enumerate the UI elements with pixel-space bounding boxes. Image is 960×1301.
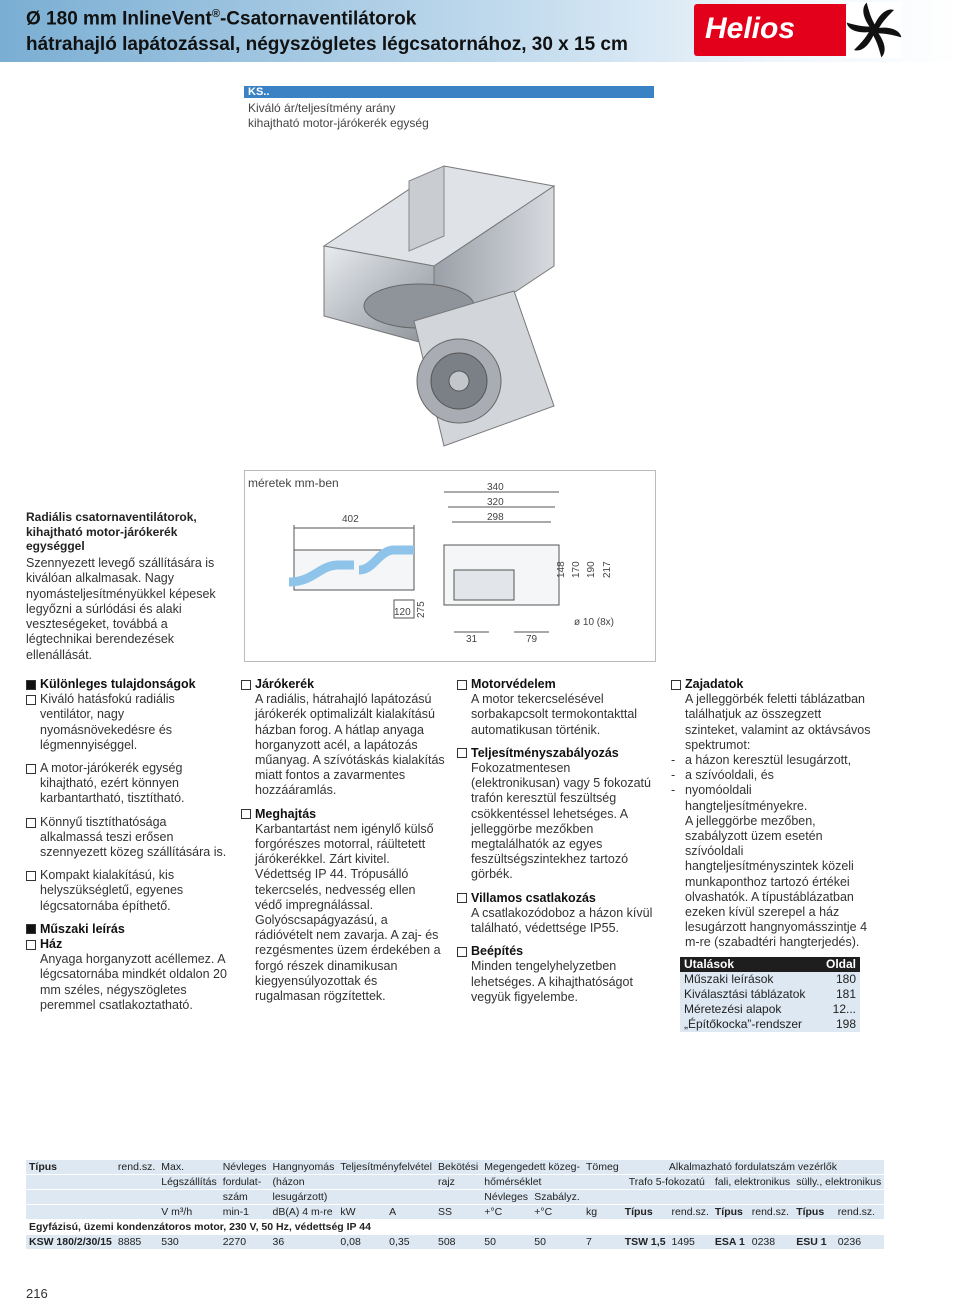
logo-text: Helios [705, 12, 796, 45]
installation-text: Minden tengelyhelyzetben lehetséges. A kihajthatóságot vegyük figyelembe. [471, 959, 633, 1004]
reference-row: Műszaki leírások 180 [680, 972, 860, 987]
reference-table [680, 957, 860, 1032]
page-title-line2: hátrahajló lapátozással, négyszögletes légcsatornához, 30 x 15 cm [26, 34, 628, 55]
square-bullet-icon [457, 947, 467, 957]
motor-protection-text: A motor tekercselésével sorbakapcsolt termokontakttal automatikusan történik. [471, 692, 638, 737]
noise-list-item: - nyomóoldali hangteljesítményekre. [671, 783, 808, 813]
dim-31: 31 [466, 634, 478, 645]
ks-label-bar [244, 86, 654, 98]
noise-text-2: A jelleggörbe mezőben, szabályzott üzem esetén szívóoldali hangteljesítményszintek közeli munkaponthoz tartozó értékei olvashatók. A típustáblázatban ezeken kívül szerepel a ház lesugárzott hangnyomásszintje 4 m-re (szabadtéri hangterjedés). [685, 813, 868, 950]
page-number: 216 [26, 1286, 48, 1301]
column-3 [457, 677, 662, 1005]
square-bullet-icon [671, 680, 681, 690]
spec-group-row: Egyfázisú, üzemi kondenzátoros motor, 230 V, 50 Hz, védettség IP 44 [26, 1220, 884, 1235]
square-bullet-icon [26, 940, 36, 950]
diagram-title: méretek mm-ben [248, 476, 339, 490]
dim-402: 402 [342, 514, 359, 525]
ks-feature-1: Kiváló ár/teljesítmény arány [248, 101, 396, 115]
square-bullet-icon [457, 893, 467, 903]
features-heading: Különleges tulajdonságok [26, 677, 231, 692]
square-bullet-icon [457, 680, 467, 690]
column-4 [671, 677, 871, 951]
product-photo [244, 86, 654, 466]
feature-item: Kiváló hatásfokú radiális ventilátor, nagy nyomásnövekedésre és légmennyiséggel. [26, 692, 231, 753]
dim-120: 120 [394, 607, 411, 618]
column-2 [241, 677, 446, 1004]
ks-feature-2: kihajtható motor-járókerék egység [248, 116, 429, 130]
feature-item: Kompakt kialakítású, kis helyszükségletű, egyenes légcsatornába építhető. [26, 868, 231, 914]
noise-list-item: - a házon keresztül lesugárzott, [671, 753, 852, 768]
impeller-heading: Járókerék [241, 677, 446, 692]
column-1 [26, 677, 231, 1013]
spec-data-row: KSW 180/2/30/15 8885 530 2270 36 0,08 0,35 508 50 50 7 TSW 1,5 1495 ESA 1 0238 ESU 1 0236 [26, 1235, 884, 1250]
housing-text: Anyaga horganyzott acéllemez. A légcsatornába mindkét oldalon 20 mm széles, négyszögletes peremmel csatlakoztatható. [40, 952, 227, 1012]
spec-table [26, 1160, 884, 1250]
spec-units-row: V m³/h min-1 dB(A) 4 m-re kW A SS +°C +°C kg Típus rend.sz. Típus rend.sz. Típus rend.sz. [26, 1205, 884, 1220]
square-bullet-icon [241, 809, 251, 819]
square-bullet-icon [26, 695, 36, 705]
dim-298: 298 [487, 512, 504, 523]
dim-79: 79 [526, 634, 538, 645]
square-bullet-icon [26, 818, 36, 828]
dim-190: 190 [586, 561, 597, 578]
installation-heading: Beépítés [457, 944, 662, 959]
intro-text: Szennyezett levegő szállítására is kiválóan alkalmasak. Nagy nyomásteljesítményükkel képesek legyőzni a súrlódási és alaki veszteségeket, továbbá a légtechnikai berendezések ellenállását. [26, 556, 216, 662]
spec-header-row: Típus rend.sz. Max. Névleges Hangnyomás Teljesítményfelvétel Bekötési Megengedett közeg- Tömeg Alkalmazható fordulatszám vezérlők [26, 1160, 884, 1175]
dim-170: 170 [571, 561, 582, 578]
spec-header-row: Légszállítás fordulat- (házon rajz hőmérséklet Trafo 5-fokozatú fali, elektronikus sülly., elektronikus [26, 1175, 884, 1190]
page-title-line1: Ø 180 mm InlineVent®-Csatornaventilátorok [26, 8, 417, 30]
dim-340: 340 [487, 482, 504, 493]
dim-275: 275 [416, 601, 427, 618]
square-bullet-icon [26, 871, 36, 881]
dim-217: 217 [602, 561, 613, 578]
speed-control-heading: Teljesítményszabályozás [457, 746, 662, 761]
housing-heading: Ház [26, 937, 231, 952]
noise-heading: Zajadatok [671, 677, 871, 692]
reference-row: „Építőkocka”-rendszer 198 [680, 1017, 860, 1032]
dim-320: 320 [487, 497, 504, 508]
drive-heading: Meghajtás [241, 807, 446, 822]
dim-148: 148 [556, 561, 567, 578]
speed-control-text: Fokozatmentesen (elektronikusan) vagy 5 fokozatú trafón keresztül feszültség csökkentéssel lehetséges. A jelleggörbe mezőkben megtalálhatók az egyes feszültségszintekhez tartozó görbék. [471, 761, 651, 882]
impeller-text: A radiális, hátrahajló lapátozású járókerék optimalizált kialakítású házban forog. A hátlap anyaga horganyzott acél, a lapátozás műanyag. A szívótáskás kialakítás miatt fontos a zavarmentes hozzááramlás. [255, 692, 445, 798]
dim-hole: ø 10 (8x) [574, 617, 615, 628]
filled-square-icon [26, 680, 36, 690]
electrical-text: A csatlakozódoboz a házon kívül található, védettsége IP55. [471, 905, 653, 936]
reference-row: Méretezési alapok 12... [680, 1002, 860, 1017]
reference-header: Utalások Oldal [680, 957, 860, 972]
noise-text: A jelleggörbék feletti táblázatban találhatjuk az összegzett szinteket, valamint az oktávsávos spektrumot: [685, 692, 871, 752]
motor-protection-heading: Motorvédelem [457, 677, 662, 692]
square-bullet-icon [26, 764, 36, 774]
square-bullet-icon [241, 680, 251, 690]
tech-heading: Műszaki leírás [26, 922, 231, 937]
ks-code: KS.. [248, 86, 270, 98]
intro-title: Radiális csatornaventilátorok, kihajtható motor-járókerék egységgel [26, 510, 197, 553]
electrical-heading: Villamos csatlakozás [457, 891, 662, 906]
fan-logo-icon [846, 2, 902, 58]
drive-text: Karbantartást nem igénylő külső forgórészes motorral, ráültetett járókerékkel. Zárt kivitel. Védettség IP 44. Trópusálló tekercselés, nedvesség ellen védő impregnálással. Golyóscsapágyazású, a rádióvételt nem zavarja. A zaj- és rezgésmentes üzem érdekében a forgó részek dinamikusan kiegyensúlyozottak és rugalmasan rögzítettek. [255, 821, 441, 1004]
feature-item: A motor-járókerék egység kihajtható, ezért könnyen karbantartható, tisztítható. [26, 761, 231, 807]
square-bullet-icon [457, 748, 467, 758]
feature-item: Könnyű tisztíthatósága alkalmassá teszi erősen szennyezett közeg szállítására is. [26, 815, 231, 861]
noise-list-item: - a szívóoldali, és [671, 768, 774, 783]
dimension-drawing [244, 470, 656, 662]
reference-row: Kiválasztási táblázatok 181 [680, 987, 860, 1002]
filled-square-icon [26, 924, 36, 934]
spec-header-row: szám lesugárzott) Névleges Szabályz. [26, 1190, 884, 1205]
